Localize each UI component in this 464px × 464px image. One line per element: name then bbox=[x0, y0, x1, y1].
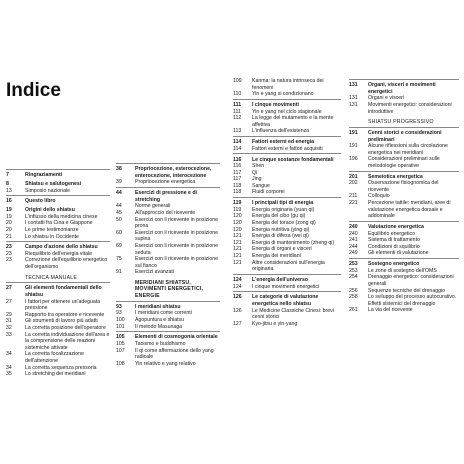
page-number: 13 bbox=[6, 187, 12, 194]
toc-entry bbox=[349, 231, 459, 238]
entry-title: Percezione tattile: meridiani, aree di valutazione energetica dorsale e addominale bbox=[368, 200, 451, 220]
entry-title: Agopuntura e shiatsu bbox=[135, 317, 185, 324]
entry-title: Equilibrio energetico bbox=[368, 230, 416, 237]
page-number: 29 bbox=[6, 311, 12, 318]
toc-chapter-entry bbox=[233, 102, 341, 109]
page-number: 113 bbox=[233, 128, 242, 135]
page-number: 119 bbox=[233, 200, 242, 207]
page-number: 107 bbox=[116, 347, 125, 354]
toc-chapter-entry bbox=[6, 285, 110, 298]
toc-entry bbox=[233, 189, 341, 196]
entry-title: Energia di mantenimento (zheng qi) bbox=[252, 239, 335, 246]
toc-entry bbox=[233, 227, 341, 234]
entry-title: Lo stretching dei meridiani bbox=[25, 371, 86, 378]
toc-chapter-entry bbox=[349, 174, 459, 181]
page-number: 119 bbox=[233, 206, 242, 213]
toc-entry bbox=[116, 243, 220, 256]
entry-title: Gli elementi fondamentali dello shiatsu bbox=[25, 285, 102, 299]
entry-title: I contatti fra Cina e Giappone bbox=[25, 220, 93, 227]
section-rule bbox=[233, 99, 341, 100]
toc-entry bbox=[116, 310, 220, 317]
page-number: 19 bbox=[6, 213, 12, 220]
toc-chapter-entry bbox=[116, 166, 220, 179]
entry-title: Ringraziamenti bbox=[25, 172, 63, 179]
toc-entry bbox=[233, 170, 341, 177]
toc-entry bbox=[233, 240, 341, 247]
page-number: 69 bbox=[116, 242, 122, 249]
page-title: Indice bbox=[6, 80, 61, 101]
toc-entry bbox=[233, 128, 341, 135]
toc-section-heading bbox=[349, 119, 459, 126]
section-rule bbox=[349, 127, 459, 128]
entry-title: Energia del torace (zong qi) bbox=[252, 220, 316, 227]
section-rule bbox=[116, 301, 220, 302]
page-number: 121 bbox=[233, 259, 242, 266]
section-rule bbox=[233, 136, 341, 137]
entry-title: Sostegno energetico bbox=[368, 261, 420, 268]
toc-chapter-entry bbox=[349, 130, 459, 143]
toc-entry bbox=[116, 210, 220, 217]
page-number: 27 bbox=[6, 298, 12, 305]
page-number: 201 bbox=[349, 173, 358, 180]
entry-title: Origini dello shiatsu bbox=[25, 207, 75, 214]
page-number: 109 bbox=[233, 78, 242, 84]
entry-title: Sangue bbox=[252, 182, 270, 189]
page-number: 16 bbox=[6, 198, 12, 205]
page-number: 196 bbox=[349, 156, 358, 163]
section-rule bbox=[233, 197, 341, 198]
entry-title: Esercizi con il ricevente in posizione supina bbox=[135, 229, 219, 243]
entry-title: Riequilibrio dell'energia vitale bbox=[25, 250, 93, 257]
page-number: 118 bbox=[233, 182, 242, 189]
page-number: 105 bbox=[116, 334, 125, 341]
page-number: 35 bbox=[6, 371, 12, 378]
toc-entry bbox=[349, 156, 459, 169]
entry-title: Propriocezione energetica bbox=[135, 179, 196, 186]
entry-title: Esercizi con il ricevente in posizione sul fianco bbox=[135, 256, 219, 269]
toc-entry bbox=[233, 183, 341, 190]
section-rule bbox=[116, 187, 220, 188]
entry-title: Organi, visceri e movimenti energetici bbox=[368, 82, 436, 95]
toc-chapter-entry bbox=[6, 207, 110, 214]
entry-title: Shen bbox=[252, 163, 265, 170]
section-rule bbox=[116, 163, 220, 164]
page-number: 21 bbox=[6, 233, 12, 240]
entry-title: I cinque movimenti bbox=[252, 101, 299, 108]
page-number: 253 bbox=[349, 267, 358, 274]
entry-title: I cinque movimenti energetici bbox=[252, 283, 320, 290]
toc-entry bbox=[349, 180, 459, 193]
entry-title: Esercizi avanzati bbox=[135, 269, 174, 276]
page-number: 111 bbox=[233, 101, 242, 108]
entry-title: Lo shiatsu in Occidente bbox=[25, 233, 79, 240]
page-number: 7 bbox=[6, 172, 9, 179]
section-rule bbox=[349, 79, 459, 80]
entry-title: L'influsso della medicina cinese bbox=[25, 213, 98, 220]
entry-title: Altre considerazioni sull'energia originaria bbox=[252, 259, 325, 273]
page-number: 112 bbox=[233, 115, 242, 122]
page-number: 261 bbox=[349, 307, 358, 314]
entry-title: Movimenti energetici: considerazioni introduttive bbox=[368, 101, 452, 115]
page-number: 39 bbox=[116, 179, 122, 186]
toc-entry bbox=[233, 260, 341, 273]
entry-title: Valutazione energetica bbox=[368, 224, 424, 231]
entry-title: Le Medicine Classiche Cinesi: brevi cenni storici bbox=[252, 307, 334, 321]
page-number: 221 bbox=[349, 200, 358, 207]
page-number: 19 bbox=[6, 207, 12, 214]
toc-entry bbox=[233, 146, 341, 153]
entry-title: Energia nutritiva (ying qi) bbox=[252, 226, 310, 233]
page-number: 32 bbox=[6, 325, 12, 331]
page-number: 124 bbox=[233, 276, 242, 283]
entry-title: Gli elementi di valutazione bbox=[368, 250, 429, 257]
entry-title: Semeiotica energetica bbox=[368, 173, 423, 180]
toc-entry bbox=[6, 251, 110, 258]
page-number: 44 bbox=[116, 190, 122, 197]
toc-entry bbox=[6, 220, 110, 227]
entry-title: Le cinque sostanze fondamentali bbox=[252, 156, 334, 163]
page-number: 45 bbox=[116, 209, 122, 216]
page-number: 108 bbox=[116, 360, 125, 367]
page-number: 118 bbox=[233, 189, 242, 196]
section-rule bbox=[6, 282, 110, 283]
page-number: 121 bbox=[233, 246, 242, 253]
entry-title: Yin relativo e yang relativo bbox=[135, 360, 196, 367]
toc-entry bbox=[233, 308, 341, 321]
toc-chapter-entry bbox=[349, 261, 459, 268]
entry-title: I principali tipi di energia bbox=[252, 200, 314, 207]
toc-entry bbox=[233, 115, 341, 128]
entry-title: La legge del mutamento e la mente affettiva bbox=[252, 115, 334, 128]
section-rule bbox=[116, 331, 220, 332]
page-number: 60 bbox=[116, 229, 122, 236]
entry-title: Il qi come affermazione dello yang radicale bbox=[135, 347, 214, 361]
entry-title: La corretta posizione dell'operatore bbox=[25, 325, 106, 331]
entry-title: Le prime testimonianze bbox=[25, 226, 79, 233]
page-number: 38 bbox=[116, 166, 122, 173]
toc-entry bbox=[349, 288, 459, 295]
page-number: 101 bbox=[116, 323, 125, 330]
page-number: 258 bbox=[349, 294, 358, 301]
page-number: 191 bbox=[349, 143, 358, 150]
toc-entry bbox=[116, 348, 220, 361]
entry-title: Fattori esterni e fattori acquisiti bbox=[252, 145, 323, 152]
toc-entry bbox=[349, 274, 459, 287]
entry-title: Le categorie di valutazione energetica nello shiatsu bbox=[252, 294, 319, 307]
page-number: 254 bbox=[349, 274, 358, 281]
entry-title: Kyo-jitsu e yin-yang bbox=[252, 320, 298, 327]
page-number: 31 bbox=[6, 318, 12, 325]
page-number: 240 bbox=[349, 224, 358, 231]
entry-title: Alcune riflessioni sulla circolazione energetica nei meridiani bbox=[368, 143, 448, 156]
entry-title: All'approccio del ricevente bbox=[135, 209, 196, 216]
page-number: 127 bbox=[233, 320, 242, 327]
entry-title: Correzione dell'equilibrio energetico dell'organismo bbox=[25, 257, 108, 271]
toc-entry bbox=[349, 200, 459, 220]
section-rule bbox=[349, 221, 459, 222]
entry-title: Energia di difesa (wei qi) bbox=[252, 233, 309, 240]
toc-chapter-entry bbox=[233, 200, 341, 207]
entry-title: Lo sviluppo del processo autocurativo. Effetti sistemici del drenaggio bbox=[368, 294, 457, 307]
toc-entry bbox=[233, 163, 341, 170]
toc-entry bbox=[233, 321, 341, 328]
toc-chapter-entry bbox=[116, 304, 220, 311]
toc-entry bbox=[233, 246, 341, 253]
toc-entry bbox=[6, 351, 110, 364]
toc-entry bbox=[233, 220, 341, 227]
entry-title: Sistema di trattamento bbox=[368, 237, 420, 244]
entry-title: Questo libro bbox=[25, 198, 56, 205]
entry-title: Elementi di cosmogonia orientale bbox=[135, 334, 218, 341]
page-number: 20 bbox=[6, 226, 12, 233]
page-number: 105 bbox=[116, 341, 125, 347]
entry-title: Energia originaria (yuan qi) bbox=[252, 206, 315, 213]
toc-chapter-entry bbox=[233, 294, 341, 307]
page-number: 23 bbox=[6, 250, 12, 257]
toc-entry bbox=[116, 341, 220, 348]
entry-title: Il metodo Masunaga bbox=[135, 323, 183, 330]
toc-section-heading bbox=[116, 280, 220, 300]
entry-title: MERIDIANI SHIATSU, MOVIMENTI ENERGETICI, ENERGIE bbox=[135, 279, 204, 300]
entry-title: La corretta focalizzazione dell'attenzione bbox=[25, 351, 84, 364]
toc-entry bbox=[116, 230, 220, 243]
entry-title: Qi bbox=[252, 169, 258, 176]
page-number: 191 bbox=[349, 129, 358, 136]
entry-title: Gli strumenti di lavoro più adatti bbox=[25, 318, 98, 325]
toc-entry bbox=[116, 217, 220, 230]
entry-title: Shiatsu e salutogenesi bbox=[25, 180, 82, 187]
toc-chapter-entry bbox=[349, 82, 459, 95]
entry-title: I meridiani come correnti bbox=[135, 310, 192, 317]
toc-chapter-entry bbox=[233, 157, 341, 164]
toc-entry bbox=[233, 109, 341, 116]
toc-entry bbox=[116, 269, 220, 276]
page-number: 249 bbox=[349, 250, 358, 257]
page-number: 120 bbox=[233, 213, 242, 220]
page-number: 75 bbox=[116, 256, 122, 263]
section-rule bbox=[6, 195, 110, 196]
toc-entry bbox=[233, 233, 341, 240]
toc-column-4 bbox=[349, 78, 459, 314]
toc-column-2 bbox=[116, 162, 220, 367]
toc-entry bbox=[116, 203, 220, 210]
toc-entry bbox=[349, 193, 459, 200]
page-number: 126 bbox=[233, 294, 242, 301]
entry-title: Le zone di sostegno dell'OMS bbox=[368, 267, 437, 274]
section-rule bbox=[6, 241, 110, 242]
entry-title: Simposio nazionale bbox=[25, 187, 70, 194]
toc-entry bbox=[233, 78, 341, 91]
toc-column-1 bbox=[6, 168, 110, 378]
toc-chapter-entry bbox=[6, 244, 110, 251]
page-number: 111 bbox=[233, 108, 241, 115]
toc-entry bbox=[6, 188, 110, 195]
toc-chapter-entry bbox=[116, 334, 220, 341]
entry-title: L'energia dell'universo bbox=[252, 276, 309, 283]
page-number: 34 bbox=[6, 351, 12, 358]
entry-title: Osservazione fisiognomica del ricevente bbox=[368, 180, 439, 193]
entry-title: Jing bbox=[252, 176, 262, 183]
page-number: 121 bbox=[233, 233, 242, 240]
toc-entry bbox=[233, 207, 341, 214]
page-number: 211 bbox=[349, 193, 358, 200]
page-number: 202 bbox=[349, 180, 358, 187]
toc-entry bbox=[349, 237, 459, 244]
entry-title: Yin e yang si condizionano bbox=[252, 91, 314, 98]
toc-chapter-entry bbox=[6, 181, 110, 188]
toc-entry bbox=[233, 176, 341, 183]
toc-entry bbox=[6, 227, 110, 234]
toc-entry bbox=[116, 179, 220, 186]
entry-title: Condizioni di squilibrio bbox=[368, 243, 420, 250]
toc-entry bbox=[116, 361, 220, 368]
entry-title: I meridiani shiatsu bbox=[135, 303, 181, 310]
page-number: 244 bbox=[349, 243, 358, 250]
toc-entry bbox=[349, 250, 459, 257]
toc-entry bbox=[6, 325, 110, 332]
page-number: 93 bbox=[116, 310, 122, 317]
page-number: 33 bbox=[6, 331, 12, 338]
entry-title: Energia di organi e visceri bbox=[252, 246, 312, 253]
section-rule bbox=[233, 274, 341, 275]
entry-title: Cenni storici e considerazioni preliminari bbox=[368, 129, 442, 143]
entry-title: Energia dei meridiani bbox=[252, 253, 301, 259]
page-number: 124 bbox=[233, 283, 242, 290]
entry-title: Norme generali bbox=[135, 203, 171, 210]
entry-title: La corretta sequenza pressoria bbox=[25, 364, 97, 371]
entry-title: Campo d'azione dello shiatsu bbox=[25, 244, 98, 251]
page-number: 120 bbox=[233, 220, 242, 227]
toc-entry bbox=[349, 307, 459, 314]
page-number: 131 bbox=[349, 82, 358, 89]
entry-title: Kanma: la natura intrinseca dei fenomeni bbox=[252, 78, 324, 91]
page-number: 114 bbox=[233, 139, 242, 146]
toc-chapter-entry bbox=[6, 198, 110, 205]
toc-entry bbox=[349, 294, 459, 307]
entry-title: Drenaggio energetico: considerazioni generali bbox=[368, 274, 454, 287]
entry-title: Energia del cibo (gu qi) bbox=[252, 213, 306, 220]
page-number: 27 bbox=[6, 285, 12, 292]
page-number: 121 bbox=[233, 239, 242, 246]
toc-entry bbox=[6, 234, 110, 241]
toc-entry bbox=[6, 257, 110, 270]
entry-title: Esercizi di pressione e di stretching bbox=[135, 190, 197, 203]
page-number: 8 bbox=[6, 180, 9, 187]
section-rule bbox=[349, 258, 459, 259]
entry-title: TECNICA MANUALE bbox=[25, 274, 78, 281]
entry-title: Fluidi corporei bbox=[252, 189, 285, 196]
toc-entry bbox=[6, 371, 110, 378]
page-number: 20 bbox=[6, 220, 12, 227]
page-number: 34 bbox=[6, 364, 12, 371]
page-number: 240 bbox=[349, 230, 358, 237]
entry-title: I fattori per ottenere un'adeguata pressione bbox=[25, 298, 101, 312]
entry-title: Yin e yang nel ciclo stagionale bbox=[252, 108, 322, 115]
toc-column-3 bbox=[233, 78, 341, 327]
page-number: 256 bbox=[349, 287, 358, 294]
page-number: 50 bbox=[116, 216, 122, 223]
section-rule bbox=[233, 291, 341, 292]
toc-entry bbox=[6, 214, 110, 221]
entry-title: Rapporto tra operatore e ricevente bbox=[25, 311, 105, 318]
entry-title: L'influenza dell'esistenza bbox=[252, 128, 310, 135]
toc-section-heading bbox=[6, 275, 110, 282]
toc-entry bbox=[349, 268, 459, 275]
page-number: 116 bbox=[233, 156, 242, 163]
entry-title: Considerazioni preliminari sulle metodologie operative bbox=[368, 156, 440, 169]
toc-chapter-entry bbox=[233, 277, 341, 284]
section-rule bbox=[349, 171, 459, 172]
page-number: 23 bbox=[6, 244, 12, 251]
toc-entry bbox=[6, 299, 110, 312]
toc-chapter-entry bbox=[6, 172, 110, 179]
page-number: 126 bbox=[233, 307, 242, 314]
toc-entry bbox=[6, 332, 110, 352]
page-number: 100 bbox=[116, 317, 125, 324]
entry-title: SHIATSU PROGRESSIVO bbox=[368, 119, 434, 126]
toc-entry bbox=[116, 324, 220, 331]
toc-entry bbox=[349, 102, 459, 115]
entry-title: Propriocezione, esterocezione, enterocezione, interocezione bbox=[135, 166, 212, 179]
toc-entry bbox=[6, 312, 110, 319]
page-number: 44 bbox=[116, 203, 122, 210]
toc-entry bbox=[349, 143, 459, 156]
section-rule bbox=[233, 153, 341, 154]
entry-title: Esercizi con il ricevente in posizione prona bbox=[135, 216, 219, 230]
toc-entry bbox=[6, 365, 110, 372]
entry-title: Organi e visceri bbox=[368, 95, 405, 102]
page-number: 117 bbox=[233, 169, 242, 176]
toc-chapter-entry bbox=[349, 224, 459, 231]
page-number: 91 bbox=[116, 269, 122, 276]
toc-entry bbox=[349, 95, 459, 102]
page-number: 93 bbox=[116, 303, 122, 310]
toc-chapter-entry bbox=[233, 139, 341, 146]
page-number: 116 bbox=[233, 163, 242, 170]
entry-title: Sequenze tecniche del drenaggio bbox=[368, 287, 446, 294]
toc-entry bbox=[6, 318, 110, 325]
entry-title: Colloquio bbox=[368, 193, 390, 200]
toc-entry bbox=[349, 244, 459, 251]
entry-title: La corretta individuazione dell'area e la comprensione delle reazioni sistemiche attivate bbox=[25, 331, 110, 351]
toc-entry bbox=[116, 256, 220, 269]
page-number: 241 bbox=[349, 237, 358, 244]
page-number: 121 bbox=[233, 253, 242, 259]
page-number: 23 bbox=[6, 257, 12, 264]
page-number: 120 bbox=[233, 226, 242, 233]
page-number: 131 bbox=[349, 95, 358, 102]
toc-entry bbox=[116, 317, 220, 324]
toc-entry bbox=[233, 91, 341, 98]
entry-title: Taoismo e buddhismo bbox=[135, 341, 186, 347]
page-number: 110 bbox=[233, 91, 242, 98]
entry-title: Esercizi con il ricevente in posizione seduta bbox=[135, 242, 219, 256]
page-number: 131 bbox=[349, 101, 358, 108]
page-number: 117 bbox=[233, 176, 242, 183]
entry-title: La via del ricevente bbox=[368, 307, 413, 314]
toc-entry bbox=[233, 253, 341, 260]
section-rule bbox=[6, 169, 110, 170]
toc-entry bbox=[233, 213, 341, 220]
toc-entry bbox=[233, 284, 341, 291]
toc-chapter-entry bbox=[116, 190, 220, 203]
page-number: 114 bbox=[233, 145, 242, 152]
entry-title: Fattori esterni ed energia bbox=[252, 139, 314, 146]
page-number: 253 bbox=[349, 261, 358, 268]
